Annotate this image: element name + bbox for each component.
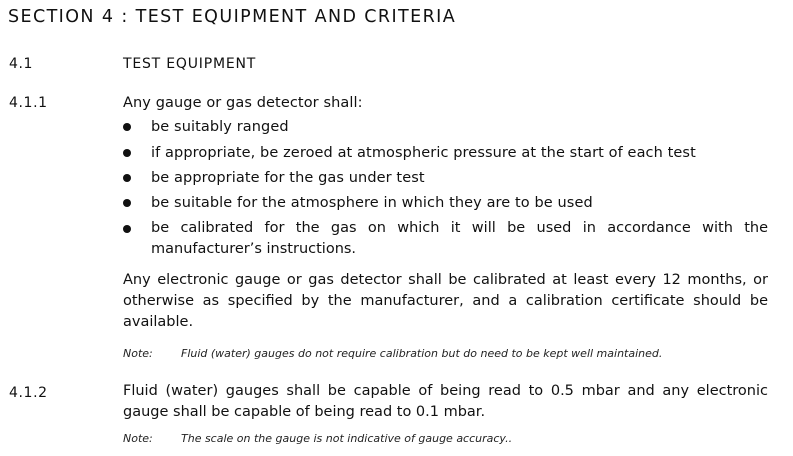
clause-number-4-1-1: 4.1.1 [9, 95, 48, 111]
bullet-icon [123, 199, 131, 207]
bullet-icon [123, 149, 131, 157]
calibration-paragraph: Any electronic gauge or gas detector shall be calibrated at least every 12 months, or otherwise as specified by the manufacturer, and a calibration certificate should be available. [123, 272, 768, 330]
clause-heading-test-equipment: TEST EQUIPMENT [123, 56, 257, 72]
clause-number-4-1: 4.1 [9, 56, 34, 72]
bullet-item: if appropriate, be zeroed at atmospheric pressure at the start of each test [151, 145, 696, 161]
bullet-item: be calibrated for the gas on which it will be used in accordance with the manufacturer’s instructions. [151, 220, 768, 257]
note-label: Note: [123, 347, 153, 360]
bullet-item: be appropriate for the gas under test [151, 170, 425, 186]
bullet-icon [123, 123, 131, 131]
note-text: The scale on the gauge is not indicative of gauge accuracy.. [181, 432, 513, 445]
bullet-icon [123, 174, 131, 182]
bullet-item: be suitable for the atmosphere in which they are to be used [151, 195, 593, 211]
clause-intro: Any gauge or gas detector shall: [123, 95, 363, 111]
gauge-readability-paragraph: Fluid (water) gauges shall be capable of being read to 0.5 mbar and any electronic gauge shall be capable of being read to 0.1 mbar. [123, 383, 768, 420]
clause-number-4-1-2: 4.1.2 [9, 385, 48, 401]
bullet-icon [123, 225, 131, 233]
section-title: SECTION 4 : TEST EQUIPMENT AND CRITERIA [8, 7, 457, 27]
note-label: Note: [123, 432, 153, 445]
bullet-item: be suitably ranged [151, 119, 289, 135]
note-text: Fluid (water) gauges do not require calibration but do need to be kept well maintained. [181, 347, 663, 360]
